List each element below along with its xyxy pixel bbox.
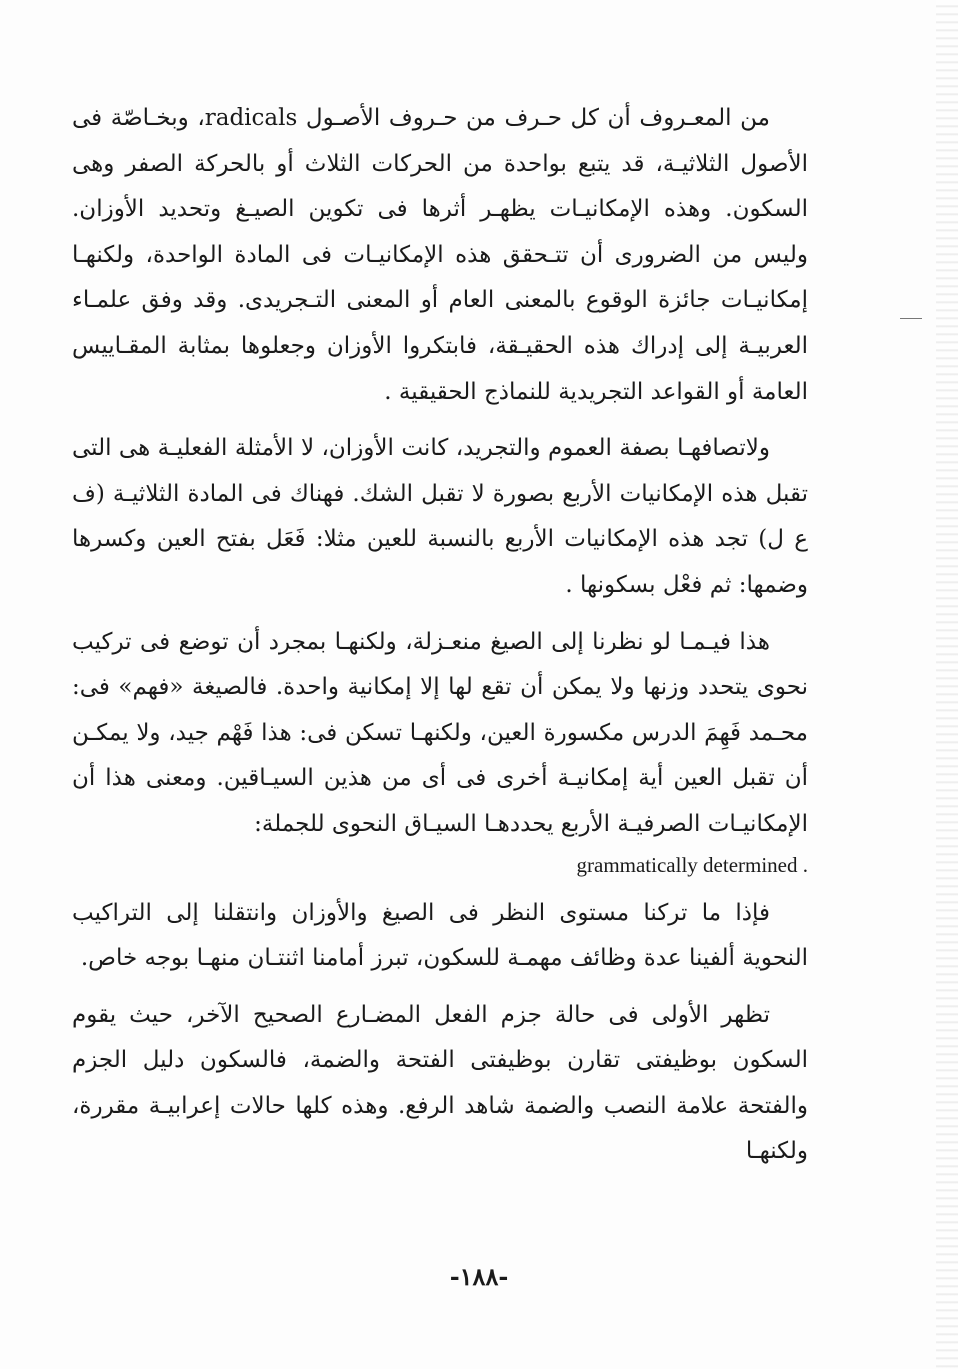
paragraph-1: من المعـروف أن كل حـرف من حـروف الأصـول radicals، وبخـاصّة فى الأصول الثلاثيـة، قد يتبع بواحدة من الحركات الثلاث أو بالحركة الصفر وهى السكون. وهذه الإمكانيـات يظهـر أثرها فى تكوين الصيـغ وتحديد الأوزان. وليس من الضرورى أن تتـحقق هذه الإمكانيـات فى المادة الواحدة، ولكنهـا إمكانيـات جائزة الوقوع بالمعنى العام أو المعنى التـجريدى. وقد وفق علمـاء العربيـة إلى إدراك هذه الحقيـقة، فابتكروا الأوزان وجعلوها بمثابة المقـاييس العامة أو القواعد التجريدية للنماذج الحقيقية .: [72, 105, 808, 405]
english-term: grammatically determined .: [576, 852, 808, 877]
margin-mark: [900, 318, 922, 319]
body-text: [72, 96, 808, 1186]
paragraph-3: [72, 620, 808, 880]
scan-binding-edge: [936, 0, 958, 1369]
paragraph-2: ولاتصافهـا بصفة العموم والتجريد، كانت الأوزان، لا الأمثلة الفعليـة هى التى تقبل هذه الإمكانيات الأربع بصورة لا تقبل الشك. فهناك فى المادة الثلاثيـة (ف ع ل) تجد هذه الإمكانيات الأربع بالنسبة للعين مثلا: فَعَل بفتح العين وكسرها وضمها: ثم فعْل بسكونها .: [72, 435, 808, 598]
page-number: -١٨٨-: [449, 1262, 509, 1291]
paragraph-3-text: هذا فيـمـا لو نظرنا إلى الصيغ منعـزلة، ولكنهـا بمجرد أن توضع فى تركيب نحوى يتحدد وزنها ولا يمكن أن تقع لها إلا إمكانية واحدة. فالصيغة «فهم» فى: محـمد فَهِمَ الدرس مكسورة العين، ولكنهـا تسكن فى: هذا فَهْم جيد، ولا يمكـن أن تقبل العين أية إمكانيـة أخرى فى أى من هذين السيـاقين. ومعنى هذا أن الإمكانيـات الصرفيـة الأربع يحددهـا السيـاق النحوى للجملة:: [72, 628, 808, 837]
paragraph-5: تظهر الأولى فى حالة جزم الفعل المضـارع الصحيح الآخر، حيث يقوم السكون بوظيفتى تقارن بوظيفتى الفتحة والضمة، فالسكون دليل الجزم والفتحة علامة النصب والضمة شاهد الرفع. وهذه كلها حالات إعرابيـة مقررة، ولكنهـا: [72, 1001, 808, 1165]
paragraph-4: فإذا ما تركنا مستوى النظر فى الصيغ والأوزان وانتقلنا إلى التراكيب النحوية ألفينا عدة وظائف مهمـة للسكون، تبرز أمامنا اثنتـان منهـا بوجه خاص.: [72, 899, 808, 972]
